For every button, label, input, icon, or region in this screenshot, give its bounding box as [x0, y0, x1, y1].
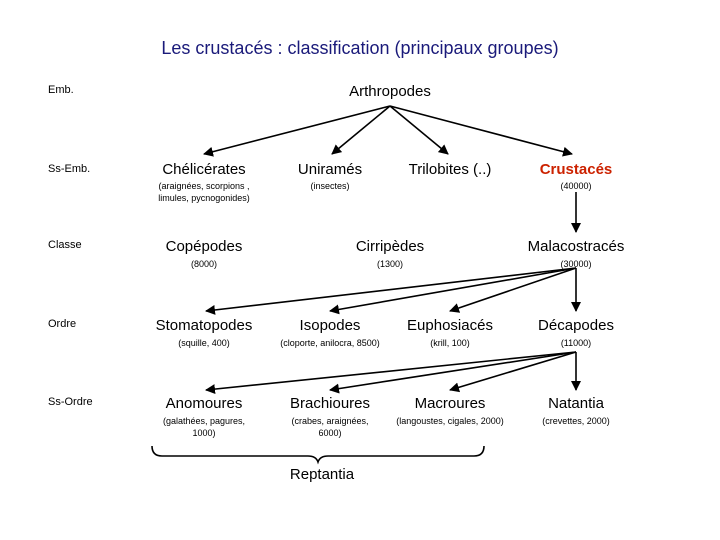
- edge-malacostraces-euphosiaces: [450, 268, 576, 311]
- rank-label-ss-ordre: Ss-Ordre: [48, 396, 93, 408]
- node-decapodes: Décapodes: [538, 317, 614, 334]
- node-isopodes: Isopodes: [299, 317, 361, 334]
- node-macroures: Macroures: [414, 395, 486, 412]
- node-cirripedes: Cirripèdes: [355, 238, 425, 255]
- node-isopodes-sub: (cloporte, anilocra, 8500): [280, 338, 380, 348]
- edge-decapodes-anomoures: [206, 352, 576, 390]
- node-chelicerates: Chélicérates: [162, 161, 246, 178]
- edge-malacostraces-stomatopodes: [206, 268, 576, 311]
- node-euphosiaces: Euphosiacés: [407, 317, 493, 334]
- node-anomoures: Anomoures: [165, 395, 243, 412]
- node-uniramies: Uniramés: [297, 161, 363, 178]
- reptantia-brace: [152, 446, 484, 462]
- node-natantia: Natantia: [548, 395, 604, 412]
- edge-decapodes-brachioures: [330, 352, 576, 390]
- rank-label-emb: Emb.: [48, 84, 74, 96]
- node-stomatopodes-sub: (squille, 400): [178, 338, 230, 348]
- node-macroures-sub: (langoustes, cigales, 2000): [396, 416, 504, 426]
- node-natantia-sub: (crevettes, 2000): [542, 416, 610, 426]
- node-arthropodes: Arthropodes: [349, 83, 431, 100]
- node-crustaces: Crustacés: [539, 161, 613, 178]
- node-brachioures: Brachioures: [289, 395, 371, 412]
- rank-label-ss-emb: Ss-Emb.: [48, 163, 91, 175]
- node-uniramies-sub: (insectes): [310, 181, 350, 191]
- node-brachioures-sub: (crabes, araignées, 6000): [291, 416, 369, 438]
- node-crustaces-sub: (40000): [560, 181, 592, 191]
- node-anomoures-sub: (galathées, pagures, 1000): [162, 416, 246, 438]
- node-malacostraces-sub: (30000): [560, 259, 592, 269]
- node-chelicerates-sub: (araignées, scorpions , limules, pycnogonides): [158, 181, 250, 203]
- node-stomatopodes: Stomatopodes: [155, 317, 253, 334]
- node-malacostraces: Malacostracés: [527, 238, 625, 255]
- node-decapodes-sub: (11000): [560, 338, 592, 348]
- diagram-title: Les crustacés : classification (principaux groupes): [161, 38, 559, 58]
- node-cirripedes-sub: (1300): [376, 259, 403, 269]
- node-copepodes: Copépodes: [165, 238, 243, 255]
- node-trilobites: Trilobites (..): [408, 161, 492, 178]
- node-euphosiaces-sub: (krill, 100): [430, 338, 470, 348]
- edge-malacostraces-isopodes: [330, 268, 576, 311]
- rank-label-classe: Classe: [48, 239, 82, 251]
- edge-arthropodes-crustaces: [390, 106, 572, 154]
- node-reptantia: Reptantia: [289, 466, 355, 483]
- rank-label-ordre: Ordre: [48, 318, 77, 330]
- node-copepodes-sub: (8000): [190, 259, 217, 269]
